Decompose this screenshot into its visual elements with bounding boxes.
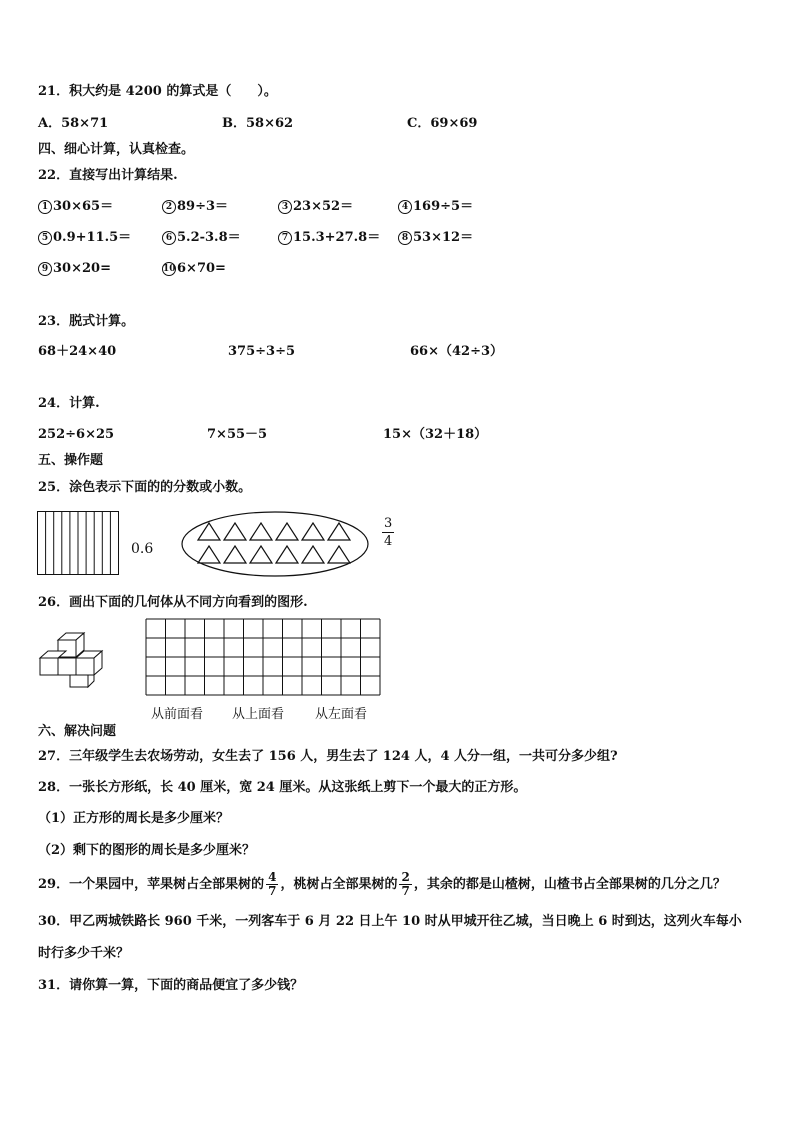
triangle[interactable]	[224, 546, 246, 563]
triangle[interactable]	[302, 523, 324, 540]
q23-expr-2: 375÷3÷5	[228, 344, 296, 359]
circled-number: 4	[398, 200, 412, 214]
q24-expr-2: 7×55－5	[207, 427, 268, 442]
q22-expression: 89÷3＝	[177, 199, 229, 214]
fraction-2-7	[399, 871, 411, 898]
q25-fraction	[382, 515, 394, 550]
q22-expression: 5.2-3.8＝	[177, 230, 241, 245]
q25-fraction-denominator: 4	[384, 534, 393, 549]
triangle[interactable]	[328, 546, 350, 563]
q22-item	[162, 230, 241, 246]
fraction-4-7-denominator: 7	[268, 884, 277, 898]
caption-front-view: 从前面看	[151, 707, 204, 722]
triangle[interactable]	[198, 546, 220, 563]
q21-stem: 21．积大约是 4200 的算式是（ ）。	[38, 84, 277, 99]
circled-number: 6	[162, 231, 176, 245]
q25-stem: 25．涂色表示下面的的分数或小数。	[38, 480, 252, 495]
q24-expr-1: 252÷6×25	[38, 427, 115, 442]
circled-number: 8	[398, 231, 412, 245]
q28-part-1: （1）正方形的周长是多少厘米？	[38, 811, 230, 826]
q30-line-2: 时行多少千米？	[38, 946, 130, 961]
q30-line-1: 30．甲乙两城铁路长 960 千米，一列客车于 6 月 22 日上午 10 时从甲城开往乙城，当日晚上 6 时到达，这列火车每小	[38, 914, 742, 929]
q25-fraction-numerator: 3	[384, 516, 393, 531]
q22-expression: 169÷5＝	[413, 199, 474, 214]
q22-expression: 6×70=	[177, 261, 226, 276]
q29-part-c: ，其余的都是山楂树，山楂书占全部果树的几分之几？	[413, 877, 726, 892]
q22-expression: 0.9+11.5＝	[53, 230, 132, 245]
caption-left-view: 从左面看	[315, 707, 368, 722]
q22-item	[38, 230, 131, 246]
circled-number: 1	[38, 200, 52, 214]
q29-text	[38, 868, 726, 902]
q25-decimal: 0.6	[131, 541, 154, 557]
q22-item	[398, 199, 473, 215]
q22-item	[38, 261, 111, 277]
triangle[interactable]	[276, 523, 298, 540]
triangle[interactable]	[276, 546, 298, 563]
q29-part-a: 29．一个果园中，苹果树占全部果树的	[38, 877, 265, 892]
fraction-2-7-denominator: 7	[401, 884, 410, 898]
q24-stem: 24．计算.	[38, 396, 100, 411]
q23-stem: 23．脱式计算。	[38, 314, 135, 329]
q22-expression: 30×65＝	[53, 199, 114, 214]
triangle[interactable]	[328, 523, 350, 540]
oval-triangles[interactable]	[180, 510, 370, 578]
triangle[interactable]	[224, 523, 246, 540]
cube-solid-figure	[36, 632, 108, 688]
q22-stem: 22．直接写出计算结果.	[38, 168, 178, 183]
q22-expression: 15.3+27.8＝	[293, 230, 381, 245]
fraction-4-7-numerator: 4	[268, 870, 277, 884]
q22-item	[162, 261, 226, 277]
q22-item	[398, 230, 473, 246]
q22-item	[278, 199, 353, 215]
q23-expr-3: 66×（42÷3）	[410, 344, 504, 359]
q28-stem: 28．一张长方形纸，长 40 厘米，宽 24 厘米。从这张纸上剪下一个最大的正方形。	[38, 780, 527, 795]
q21-option-b[interactable]: B．58×62	[222, 116, 294, 131]
q22-item	[162, 199, 228, 215]
drawing-grid[interactable]	[145, 618, 381, 696]
q22-expression: 23×52＝	[293, 199, 354, 214]
fraction-2-7-numerator: 2	[401, 870, 410, 884]
circled-number: 10	[163, 263, 176, 274]
q22-item	[38, 199, 113, 215]
section-5-heading: 五、操作题	[38, 453, 104, 468]
triangle[interactable]	[302, 546, 324, 563]
circled-number: 2	[162, 200, 176, 214]
section-4-heading: 四、细心计算，认真检查。	[38, 142, 195, 157]
q27-text: 27．三年级学生去农场劳动，女生去了 156 人，男生去了 124 人，4 人分一组，一共可分多少组?	[38, 749, 618, 764]
circled-number: 9	[38, 262, 52, 276]
triangle[interactable]	[250, 523, 272, 540]
circled-number: 5	[38, 231, 52, 245]
q24-expr-3: 15×（32＋18）	[383, 427, 488, 442]
fraction-4-7	[266, 871, 278, 898]
q22-expression: 53×12＝	[413, 230, 474, 245]
circled-number: 3	[278, 200, 292, 214]
q28-part-2: （2）剩下的图形的周长是多少厘米？	[38, 843, 256, 858]
q31-text: 31．请你算一算，下面的商品便宜了多少钱？	[38, 978, 304, 993]
q29-part-b: ，桃树占全部果树的	[280, 877, 398, 892]
striped-rectangle[interactable]	[37, 511, 119, 575]
circled-number: 7	[278, 231, 292, 245]
q26-stem: 26．画出下面的几何体从不同方向看到的图形.	[38, 595, 308, 610]
section-6-heading: 六、解决问题	[38, 724, 117, 739]
triangle[interactable]	[250, 546, 272, 563]
q21-option-a[interactable]: A．58×71	[38, 116, 109, 131]
q21-option-c[interactable]: C．69×69	[407, 116, 478, 131]
q22-expression: 30×20=	[53, 261, 111, 276]
q23-expr-1: 68＋24×40	[38, 344, 117, 359]
caption-top-view: 从上面看	[232, 707, 285, 722]
q22-item	[278, 230, 380, 246]
triangle[interactable]	[198, 523, 220, 540]
